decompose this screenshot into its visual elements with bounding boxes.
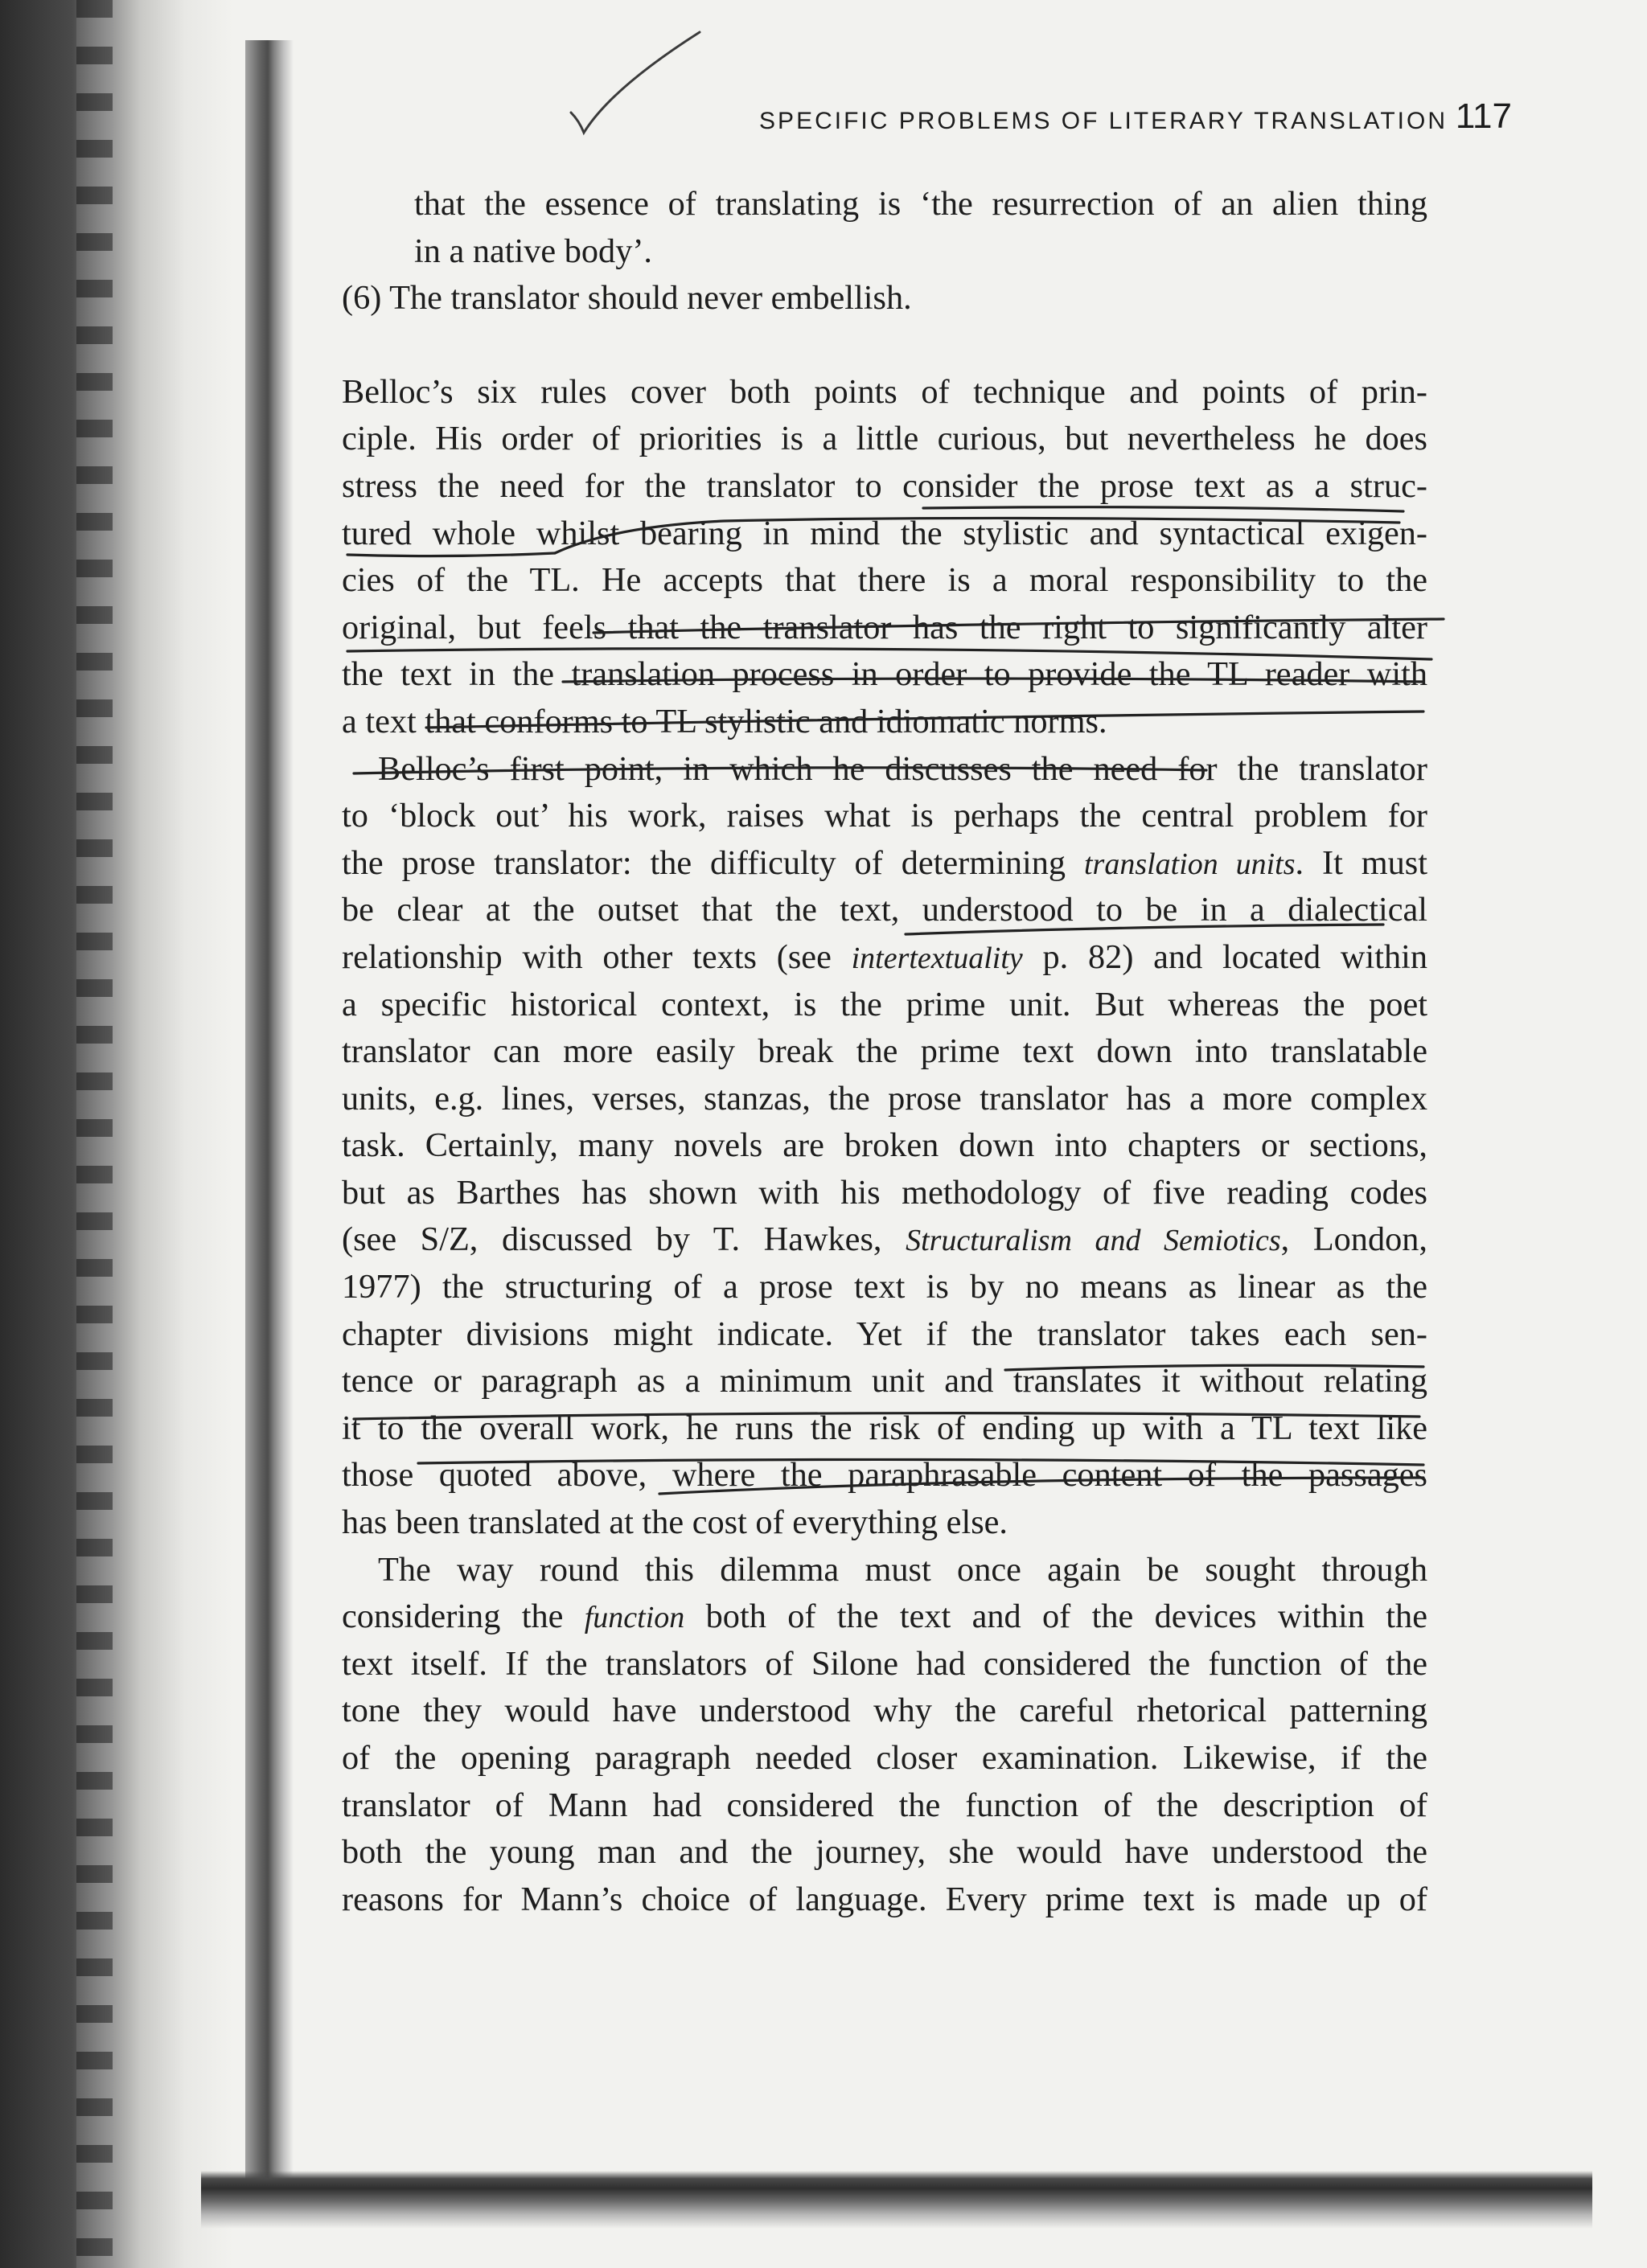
text-line: has been translated at the cost of everything else. xyxy=(342,1503,1008,1542)
text-line: text itself. If the translators of Silone had considered the function of the xyxy=(342,1644,1427,1683)
text-run: , London, xyxy=(1280,1220,1427,1259)
text-line: Belloc’s first point, in which he discusses the need for the translator xyxy=(378,749,1427,788)
text-line: a text that conforms to TL stylistic and idiomatic norms. xyxy=(342,702,1107,740)
book-spine-shadow xyxy=(245,40,294,2195)
page-edge-stripes xyxy=(76,0,113,2268)
text-line: reasons for Mann’s choice of language. Every prime text is made up of xyxy=(342,1880,1427,1918)
text-line: translator of Mann had considered the function of the description of xyxy=(342,1786,1427,1824)
page-edge-shadow xyxy=(0,0,233,2268)
text-run: relationship with other texts (see xyxy=(342,937,852,976)
text-line: cies of the TL. He accepts that there is a moral responsibility to the xyxy=(342,561,1427,600)
text-line: task. Certainly, many novels are broken down into chapters or sections, xyxy=(342,1126,1427,1165)
text-body xyxy=(342,181,1427,1923)
text-line xyxy=(342,1216,1427,1264)
text-line: (6) The translator should never embellish. xyxy=(342,279,912,318)
text-line xyxy=(342,1593,1427,1641)
italic-term: function xyxy=(584,1601,685,1635)
running-header-title: SPECIFIC PROBLEMS OF LITERARY TRANSLATION xyxy=(759,108,1448,134)
text-line: tone they would have understood why the careful rhetorical patterning xyxy=(342,1692,1427,1730)
text-run: p. 82) and located within xyxy=(1022,937,1427,976)
text-line: of the opening paragraph needed closer examination. Likewise, if the xyxy=(342,1739,1427,1777)
text-line: it to the overall work, he runs the risk of ending up with a TL text like xyxy=(342,1409,1427,1447)
text-line: The way round this dilemma must once again be sought through xyxy=(378,1550,1427,1589)
text-line: ciple. His order of priorities is a little curious, but nevertheless he does xyxy=(342,420,1427,458)
page-number: 117 xyxy=(1455,96,1512,136)
text-run: the prose translator: the difficulty of determining xyxy=(342,843,1084,882)
text-line: units, e.g. lines, verses, stanzas, the prose translator has a more complex xyxy=(342,1079,1427,1118)
text-line xyxy=(342,840,1427,888)
text-line: Belloc’s six rules cover both points of technique and points of prin- xyxy=(342,372,1427,411)
paragraph-gap xyxy=(342,322,1427,369)
text-run: (see S/Z, discussed by T. Hawkes, xyxy=(342,1220,906,1259)
text-line: both the young man and the journey, she would have understood the xyxy=(342,1833,1427,1872)
text-run: considering the xyxy=(342,1597,585,1636)
text-line: but as Barthes has shown with his methodology of five reading codes xyxy=(342,1173,1427,1212)
italic-term: Structuralism and Semiotics xyxy=(906,1224,1281,1258)
italic-term: intertextuality xyxy=(851,941,1023,975)
text-line: to ‘block out’ his work, raises what is perhaps the central problem for xyxy=(342,797,1427,835)
text-line: that the essence of translating is ‘the resurrection of an alien thing xyxy=(414,185,1427,223)
italic-term: translation units xyxy=(1083,847,1296,881)
handwritten-checkmark-icon xyxy=(563,24,724,145)
text-line: those quoted above, where the paraphrasable content of the passages xyxy=(342,1456,1427,1495)
text-line: tured whole whilst bearing in mind the stylistic and syntactical exigen- xyxy=(342,514,1427,552)
text-line: a specific historical context, is the prime unit. But whereas the poet xyxy=(342,985,1427,1023)
text-line: stress the need for the translator to consider the prose text as a struc- xyxy=(342,466,1427,505)
text-line: chapter divisions might indicate. Yet if the translator takes each sen- xyxy=(342,1314,1427,1353)
text-line: be clear at the outset that the text, understood to be in a dialectical xyxy=(342,891,1427,929)
text-run: . It must xyxy=(1295,843,1427,882)
text-line: original, but feels that the translator has the right to significantly alter xyxy=(342,608,1427,646)
text-line: tence or paragraph as a minimum unit and translates it without relating xyxy=(342,1362,1427,1401)
text-line: the text in the translation process in order to provide the TL reader with xyxy=(342,655,1427,694)
bottom-edge-shadow xyxy=(201,2171,1592,2229)
text-line: 1977) the structuring of a prose text is by no means as linear as the xyxy=(342,1268,1427,1306)
text-line: translator can more easily break the prime text down into translatable xyxy=(342,1032,1427,1071)
text-run: both of the text and of the devices within the xyxy=(684,1597,1427,1636)
running-header xyxy=(338,96,1512,145)
text-line xyxy=(342,934,1427,982)
text-line: in a native body’. xyxy=(414,232,652,270)
